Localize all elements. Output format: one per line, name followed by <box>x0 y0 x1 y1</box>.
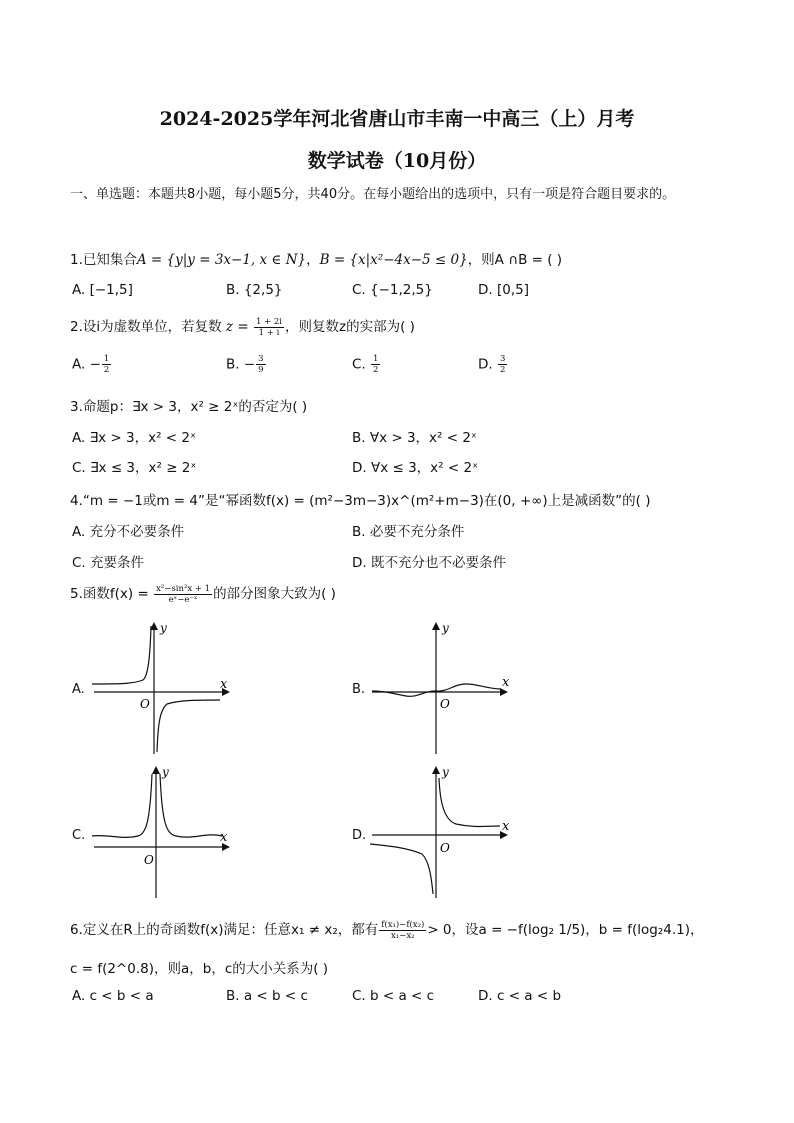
graph-d-label: D. <box>352 828 367 843</box>
q1-set-a: A = {y|y = 3x−1, x ∈ N} <box>136 252 307 268</box>
graph-b-label: B. <box>352 682 366 697</box>
graph-c-origin: O <box>144 853 154 867</box>
q4-option-d: D. 既不充分也不必要条件 <box>352 555 506 571</box>
q2-option-c: C. $\frac{1}{2}$ <box>352 354 379 375</box>
q4-option-c: C. 充要条件 <box>72 555 145 571</box>
q2-option-d: D. $\frac{3}{2}$ <box>478 354 506 375</box>
q6-option-a: A. c < b < a <box>72 988 154 1004</box>
question-6 <box>70 918 704 941</box>
graph-a-y-label: y <box>160 621 167 635</box>
graph-a <box>88 618 238 758</box>
q3-option-b: B. ∀x > 3，x² < 2ˣ <box>352 430 477 446</box>
q4-option-b: B. 必要不充分条件 <box>352 524 465 540</box>
q2-option-a: A. − $\frac{1}{2}$ <box>72 354 110 375</box>
question-1: 1.已知集合A = {y|y = 3x−1, x ∈ N}，B = {x|x²−4x−5 ≤ 0}，则A ∩B = ( ) <box>70 252 563 268</box>
q2-ask: ，则复数z的实部为( ) <box>285 319 415 335</box>
q5-frac-num: x²−sin²x + 1 <box>156 583 211 594</box>
graph-c-x-label: x <box>220 830 228 845</box>
exam-title: 2024-2025学年河北省唐山市丰南一中高三（上）月考 <box>159 108 635 130</box>
q6-option-d: D. c < a < b <box>478 988 562 1004</box>
graph-d-y-label: y <box>442 765 449 779</box>
graph-d-x-label: x <box>502 819 510 834</box>
graph-a-x-label: x <box>220 677 228 692</box>
q1-ask: ，则A ∩B = ( ) <box>467 252 563 268</box>
q3-option-d: D. ∀x ≤ 3，x² < 2ˣ <box>352 460 479 476</box>
q1-set-b: B = {x|x²−4x−5 ≤ 0} <box>319 252 468 268</box>
graph-b-origin: O <box>440 697 450 711</box>
graph-a-origin: O <box>140 697 150 711</box>
exam-subtitle: 数学试卷（10月份） <box>307 150 487 172</box>
q6-fraction <box>379 920 426 941</box>
q2-frac-num: 1 + 2i <box>255 316 283 327</box>
q6-frac-num: f(x₁)−f(x₂) <box>381 919 425 930</box>
graph-a-label: A. <box>72 682 85 697</box>
graph-c-y-label: y <box>162 765 169 779</box>
q6-frac-den: x₁−x₂ <box>391 930 415 941</box>
q3-option-a: A. ∃x > 3，x² < 2ˣ <box>72 430 196 446</box>
graph-d-origin: O <box>440 841 450 855</box>
q6-lead: 6.定义在R上的奇函数f(x)满足：任意x₁ ≠ x₂，都有 <box>70 922 379 938</box>
q5-frac-den: eˣ−e⁻ˣ <box>168 594 198 605</box>
q6-option-b: B. a < b < c <box>226 988 308 1004</box>
question-4: 4.“m = −1或m = 4”是“幂函数f(x) = (m²−3m−3)x^(m²+m−3)在(0, +∞)上是减函数”的( ) <box>70 493 651 509</box>
q5-lead: 5.函数f(x) = <box>70 586 149 602</box>
question-5 <box>70 582 336 605</box>
q6-option-c: C. b < a < c <box>352 988 435 1004</box>
q1-option-a: A. [−1,5] <box>72 282 133 298</box>
q1-option-c: C. {−1,2,5} <box>352 282 433 298</box>
q2-fraction <box>254 317 284 338</box>
q2-lead: 2.设i为虚数单位，若复数 <box>70 319 222 335</box>
q1-option-d: D. [0,5] <box>478 282 529 298</box>
q5-ask: 的部分图象大致为( ) <box>213 586 336 602</box>
q2-option-b: B. − $\frac{3}{9}$ <box>226 354 264 375</box>
graph-d <box>366 762 516 902</box>
question-6-line2: c = f(2^0.8)，则a，b，c的大小关系为( ) <box>70 961 329 977</box>
q2-frac-den: 1 + i <box>258 327 280 338</box>
graph-b-x-label: x <box>502 675 510 690</box>
graph-c-label: C. <box>72 828 86 843</box>
q6-cond-tail: > 0，设a = −f(log₂ 1/5)，b = f(log₂4.1)， <box>427 922 704 938</box>
q3-option-c: C. ∃x ≤ 3，x² ≥ 2ˣ <box>72 460 197 476</box>
graph-b-y-label: y <box>442 621 449 635</box>
q1-lead: 1.已知集合 <box>70 252 137 268</box>
section-heading: 一、单选题：本题共8小题，每小题5分，共40分。在每小题给出的选项中，只有一项是符合题目要求的。 <box>70 187 676 202</box>
q5-fraction <box>154 584 212 605</box>
question-2: 2.设i为虚数单位，若复数 z = $\frac{1 + 2i}{1 + i}$ ，则复数z的实部为( ) <box>70 316 415 338</box>
graph-c <box>88 762 238 902</box>
q4-option-a: A. 充分不必要条件 <box>72 524 185 540</box>
question-3: 3.命题p：∃x > 3，x² ≥ 2ˣ的否定为( ) <box>70 399 308 415</box>
q1-option-b: B. {2,5} <box>226 282 283 298</box>
graph-b <box>366 618 516 758</box>
